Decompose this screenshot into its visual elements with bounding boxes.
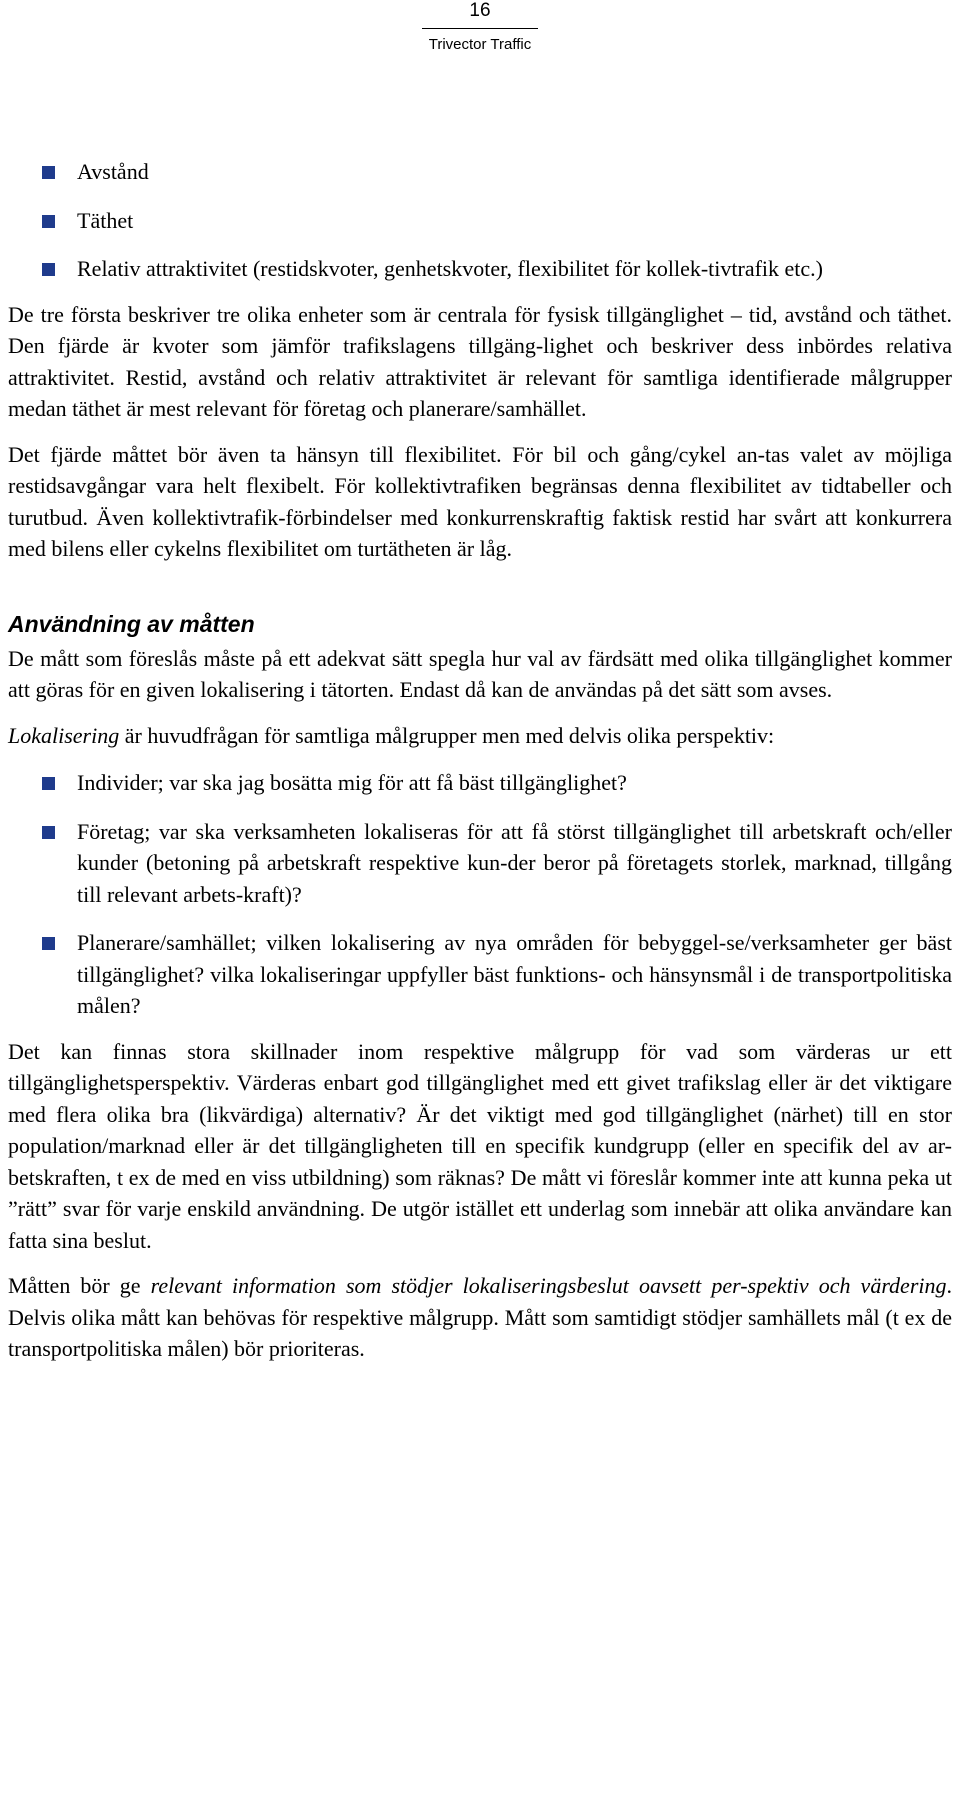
- list-item: Avstånd: [8, 156, 952, 188]
- header-company: Trivector Traffic: [428, 36, 532, 53]
- paragraph: De tre första beskriver tre olika enheter som är centrala för fysisk tillgänglighet – tid, avstånd och täthet. Den fjärde är kvoter som jämför trafikslagens tillgäng-lighet och beskriver dess inbördes relativa attraktivitet. Restid, avstånd och relativ attraktivitet är relevant för samtliga identifierade målgrupper medan täthet är mest relevant för företag och planerare/samhället.: [8, 301, 952, 421]
- paragraph: De mått som föreslås måste på ett adekvat sätt spegla hur val av färdsätt med olika tillgänglighet kommer att göras för en given lokalisering i tätorten. Endast då kan de användas på det sätt som avses.: [8, 645, 952, 702]
- list-item: Täthet: [8, 205, 952, 237]
- list-item: Planerare/samhället; vilken lokalisering av nya områden för bebyggel-se/verksamheter ger bäst tillgänglighet? vilka lokaliseringar uppfyller bäst funktions- och hänsynsmål i de transportpolitiska målen?: [8, 927, 952, 1022]
- paragraph: Det kan finnas stora skillnader inom respektive målgrupp för vad som värderas ur ett tillgänglighetsperspektiv. Värderas enbart god tillgänglighet med ett givet trafikslag eller är det viktigare med flera olika bra (likvärdiga) alternativ? Är det viktigt med god tillgänglighet (närhet) till en stor population/marknad eller är det tillgängligheten till en specifik kundgrupp (eller en specifik del av ar-betskraften, t ex de med en viss utbildning) som räknas? De mått vi föreslår kommer inte att kunna peka ut ”rätt” svar för varje enskild användning. De utgör istället ett underlag som innebär att olika användare kan fatta sina beslut.: [8, 1038, 952, 1253]
- list-item: Relativ attraktivitet (restidskvoter, genhetskvoter, flexibilitet för kollek-tivtrafik etc.): [8, 253, 952, 285]
- square-bullet-icon: [42, 937, 55, 950]
- emphasis-term: Lokalisering: [8, 722, 120, 748]
- list-item: Individer; var ska jag bosätta mig för att få bäst tillgänglighet?: [8, 767, 952, 799]
- square-bullet-icon: [42, 166, 55, 179]
- emphasis-phrase: relevant information som stödjer lokaliseringsbeslut oavsett per-spektiv och värdering: [150, 1273, 947, 1298]
- paragraph-lokalisering: Lokalisering är huvudfrågan för samtliga målgrupper men med delvis olika perspektiv:: [8, 722, 775, 748]
- paragraph: Det fjärde måttet bör även ta hänsyn till flexibilitet. För bil och gång/cykel an-tas valet av möjliga restidsavgångar vara helt flexibelt. För kollektivtrafiken begränsas denna flexibilitet av tidtabeller och turutbud. Även kollektivtrafik-förbindelser med konkurrenskraftig faktisk restid har svårt att konkurrera med bilens eller cykelns flexibilitet om turtätheten är låg.: [8, 441, 952, 561]
- paragraph-last: Måtten bör ge relevant information som stödjer lokaliseringsbeslut oavsett per-spektiv och värdering. Delvis olika mått kan behövas för respektive målgrupp. Mått som samtidigt stödjer samhällets mål (t ex de transportpolitiska målen) bör prioriteras.: [8, 1273, 953, 1361]
- section-heading: Användning av måtten: [8, 610, 255, 637]
- square-bullet-icon: [42, 777, 55, 790]
- square-bullet-icon: [42, 826, 55, 839]
- header-divider: [422, 28, 538, 29]
- page-body: [8, 156, 952, 1365]
- square-bullet-icon: [42, 215, 55, 228]
- target-group-list: [8, 767, 952, 1022]
- list-item: Företag; var ska verksamheten lokaliseras för att få störst tillgänglighet till arbetskraft och/eller kunder (betoning på arbetskraft respektive kun-der beror på företagets storlek, marknad, tillgång till relevant arbets-kraft)?: [8, 816, 952, 911]
- square-bullet-icon: [42, 263, 55, 276]
- page-number: 16: [469, 0, 491, 21]
- criteria-list: [8, 156, 952, 285]
